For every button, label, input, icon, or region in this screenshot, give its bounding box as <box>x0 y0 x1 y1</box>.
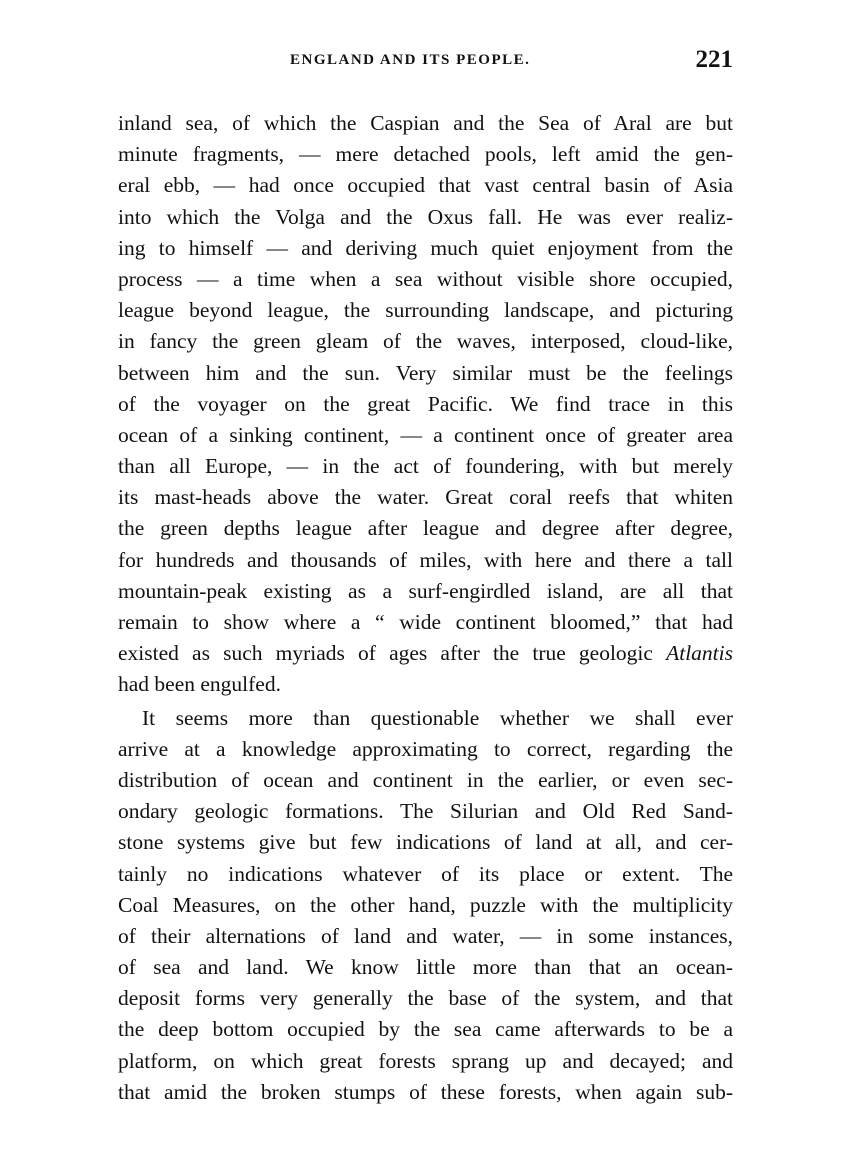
running-head: ENGLAND AND ITS PEOPLE. <box>290 52 531 68</box>
text-line: its mast-heads above the water. Great coral reefs that whiten <box>118 485 733 510</box>
text-line: in fancy the green gleam of the waves, interposed, cloud-like, <box>118 329 733 354</box>
text-line: that amid the broken stumps of these forests, when again sub- <box>118 1079 733 1104</box>
text-line: minute fragments, — mere detached pools, left amid the gen- <box>118 142 733 167</box>
paragraph-1 <box>118 108 733 701</box>
italic-term: Atlantis <box>666 641 733 666</box>
text-line: of their alternations of land and water, — in some instances, <box>118 923 733 948</box>
text-line: ocean of a sinking continent, — a continent once of greater area <box>118 422 733 447</box>
text-line: into which the Volga and the Oxus fall. He was ever realiz- <box>118 204 733 229</box>
text-line: mountain-peak existing as a surf-engirdled island, are all that <box>118 578 733 603</box>
text-line: platform, on which great forests sprang up and decayed; and <box>118 1048 733 1073</box>
text-line-lead: existed as such myriads of ages after the true geologic <box>118 641 667 666</box>
text-line: tainly no indications whatever of its place or extent. The <box>118 861 733 886</box>
text-line: the green depths league after league and degree after degree, <box>118 516 733 541</box>
text-line: eral ebb, — had once occupied that vast central basin of Asia <box>118 173 733 198</box>
text-line: the deep bottom occupied by the sea came afterwards to be a <box>118 1017 733 1042</box>
text-line: process — a time when a sea without visible shore occupied, <box>118 266 733 291</box>
page-header <box>118 46 733 82</box>
text-line: than all Europe, — in the act of foundering, with but merely <box>118 454 733 479</box>
text-line: arrive at a knowledge approximating to correct, regarding the <box>118 736 733 761</box>
text-line: for hundreds and thousands of miles, with here and there a tall <box>118 547 733 572</box>
text-line <box>118 638 733 669</box>
text-line: deposit forms very generally the base of the system, and that <box>118 986 733 1011</box>
text-line: distribution of ocean and continent in the earlier, or even sec- <box>118 767 733 792</box>
text-line: stone systems give but few indications of land at all, and cer- <box>118 830 733 855</box>
text-line: between him and the sun. Very similar must be the feelings <box>118 360 733 385</box>
text-line: ondary geologic formations. The Silurian and Old Red Sand- <box>118 799 733 824</box>
page-number: 221 <box>695 46 733 73</box>
text-line: league beyond league, the surrounding landscape, and picturing <box>118 298 733 323</box>
text-line: ing to himself — and deriving much quiet enjoyment from the <box>118 235 733 260</box>
text-line: of sea and land. We know little more than that an ocean- <box>118 955 733 980</box>
text-line: It seems more than questionable whether we shall ever <box>142 705 733 730</box>
body-text <box>118 108 733 1108</box>
text-line: had been engulfed. <box>118 672 281 697</box>
text-line: inland sea, of which the Caspian and the Sea of Aral are but <box>118 111 733 135</box>
text-line: of the voyager on the great Pacific. We find trace in this <box>118 391 733 416</box>
text-line: remain to show where a “ wide continent bloomed,” that had <box>118 610 733 634</box>
text-line: Coal Measures, on the other hand, puzzle with the multiplicity <box>118 892 733 917</box>
paragraph-2 <box>118 703 733 1108</box>
